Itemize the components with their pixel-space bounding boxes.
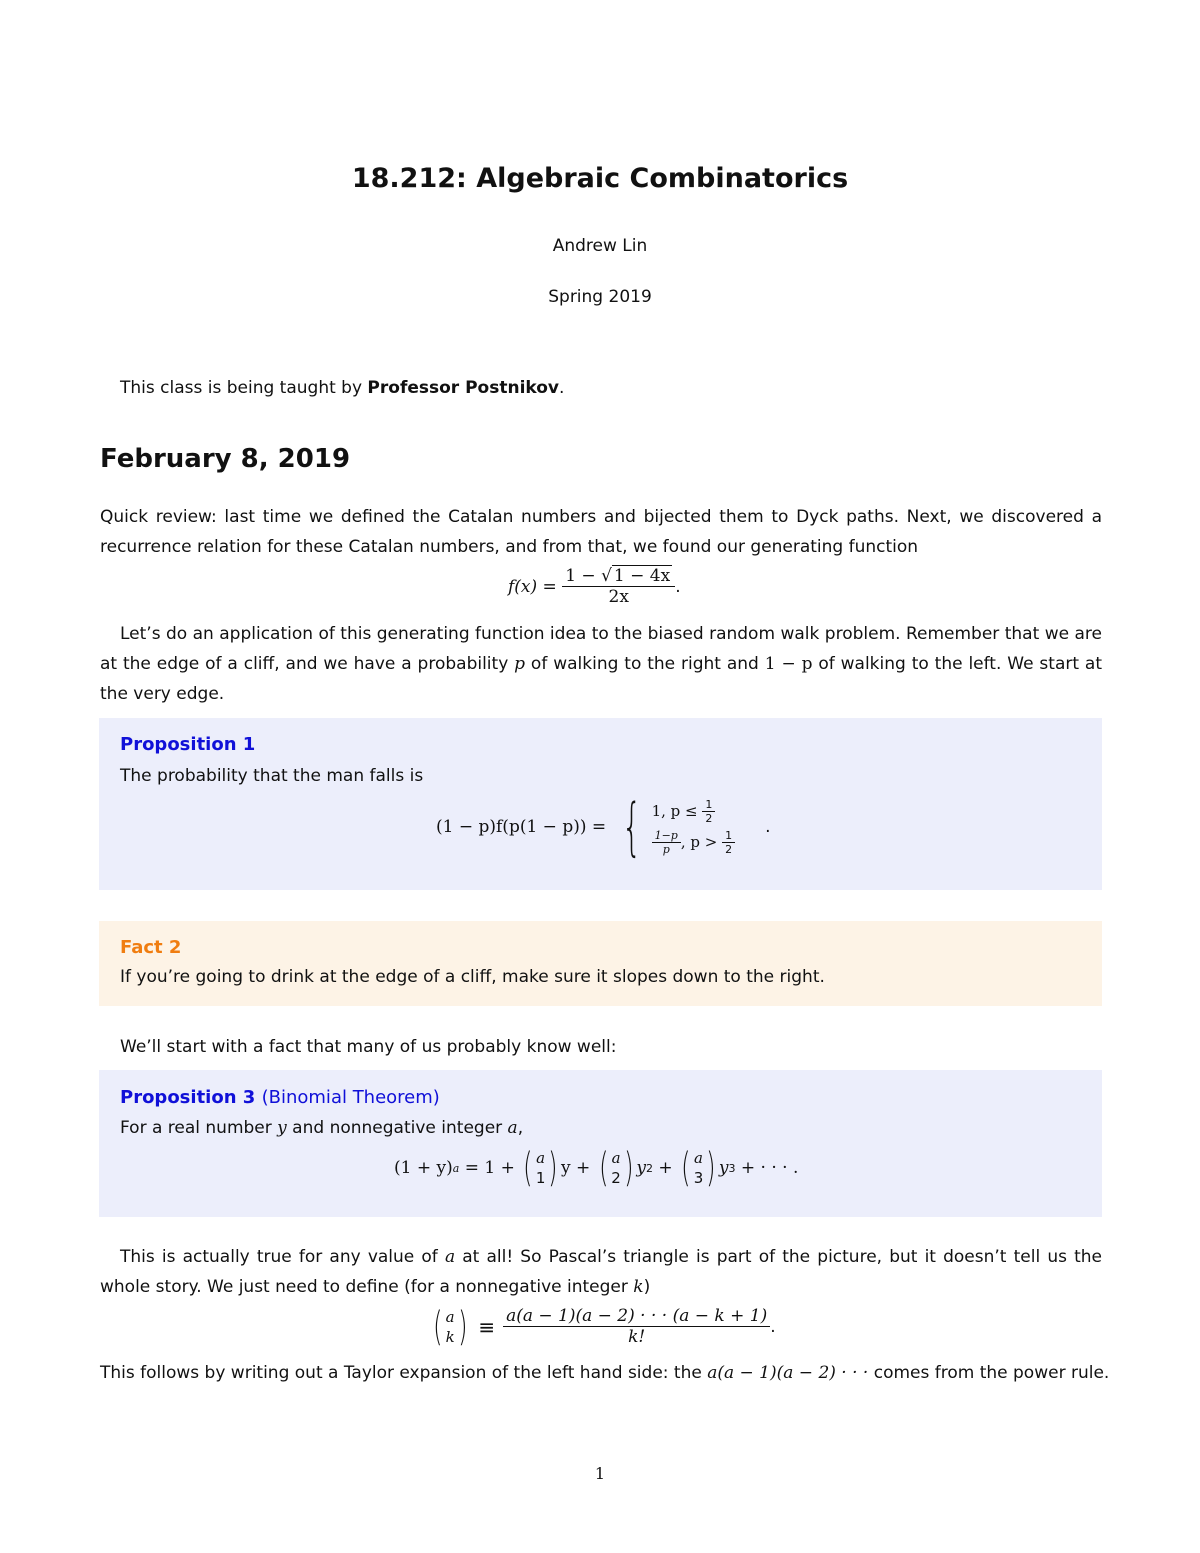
term: Spring 2019 bbox=[548, 287, 652, 307]
proposition-1-text: The probability that the man falls is bbox=[120, 766, 424, 786]
fact-2-box bbox=[99, 921, 1102, 1006]
binomial-theorem-equation: (1 + y) a = 1 + ( a 1 ) y + ( a 2 ) y 2 + ( a 3 ) y 3 + · · · . bbox=[394, 1145, 799, 1192]
professor-name: Professor Postnikov bbox=[367, 378, 560, 398]
page-title: 18.212: Algebraic Combinatorics bbox=[351, 163, 849, 194]
proposition-3-name: (Binomial Theorem) bbox=[261, 1087, 440, 1108]
section-heading: February 8, 2019 bbox=[100, 444, 351, 474]
proposition-3-text: For a real number y and nonnegative integer a, bbox=[120, 1118, 524, 1138]
paragraph-random-walk: Let’s do an application of this generating function idea to the biased random walk problem. Remember that we are at the edge of a cliff, and we have a probability p of walking to the right and 1 − p of walking to the left. We start at the very edge. bbox=[100, 624, 1102, 704]
genfunc-fraction: $\frac{1 - √ 1 - 4x}{2x}$ bbox=[562, 566, 675, 608]
paragraph-fact-intro: We’ll start with a fact that many of us probably know well: bbox=[120, 1037, 617, 1057]
paragraph-taylor: This follows by writing out a Taylor expansion of the left hand side: the a(a − 1)(a − 2) · · · comes from the power rule. bbox=[100, 1363, 1110, 1383]
paragraph-pascal: This is actually true for any value of a at all! So Pascal’s triangle is part of the picture, but it doesn’t tell us the whole story. We just need to define (for a nonnegative integer k) bbox=[100, 1247, 1102, 1297]
case-1: 1, p ≤ $\frac{1}{2}$ bbox=[652, 798, 736, 825]
proposition-3-label: Proposition 3 bbox=[120, 1087, 256, 1108]
case-2: $\frac{1-p}{p}$ , p > $\frac{1}{2}$ bbox=[652, 829, 736, 856]
author: Andrew Lin bbox=[552, 236, 648, 256]
proposition-3-heading bbox=[120, 1087, 440, 1108]
proposition-1-box bbox=[99, 718, 1102, 890]
proposition-1-equation: (1 − p)f(p(1 − p)) = { 1, p ≤ $\frac{1}{2}$ $\frac{1-p}{p}$ , p > $\frac{1}{2}$ . bbox=[436, 790, 771, 863]
generating-function-equation: f(x) = $\frac{1 - √ 1 - 4x}{2x}$ . bbox=[508, 566, 681, 608]
fact-2-text: If you’re going to drink at the edge of a cliff, make sure it slopes down to the right. bbox=[120, 967, 825, 987]
paragraph-quick-review: Quick review: last time we defined the Catalan numbers and bijected them to Dyck paths. Next, we discovered a recurrence relation for these Catalan numbers, and from that, we found our generating function bbox=[100, 507, 1102, 557]
fact-2-label: Fact 2 bbox=[120, 937, 182, 958]
binomial-definition-equation: ( a k ) ≡ $\frac{a(a - 1)(a - 2) \cdot \cdot \cdot (a - k + 1)}{k!}$ . bbox=[433, 1303, 776, 1350]
proposition-3-box bbox=[99, 1070, 1102, 1217]
intro-paragraph: This class is being taught by Professor Postnikov. bbox=[120, 378, 565, 398]
proposition-1-label: Proposition 1 bbox=[120, 734, 256, 755]
page-number: 1 bbox=[594, 1464, 606, 1483]
